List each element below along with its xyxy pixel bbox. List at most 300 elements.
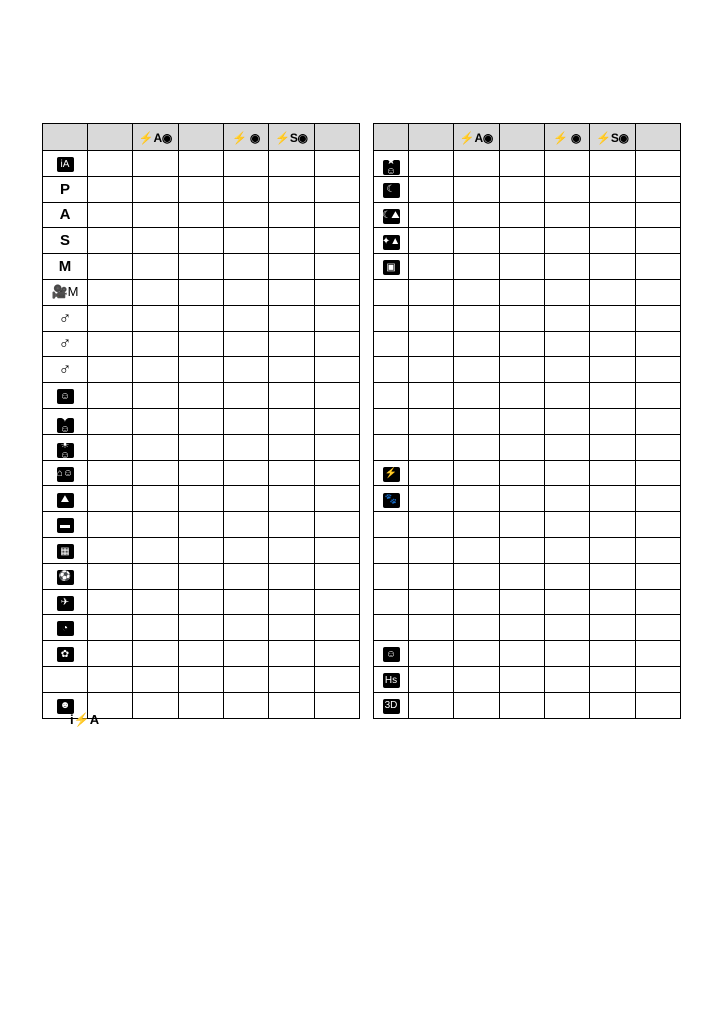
flash-cell (590, 589, 635, 615)
mode-icon-cell (374, 279, 409, 305)
flash-cell (178, 589, 223, 615)
flash-cell (314, 563, 359, 589)
flash-cell (269, 460, 314, 486)
flash-cell (409, 589, 454, 615)
mode-glyph: ▣ (386, 261, 396, 273)
night-scenery-icon (383, 209, 400, 224)
flash-table-left (42, 123, 360, 719)
flash-cell (409, 641, 454, 667)
mode-icon-cell (43, 563, 88, 589)
flash-cell (590, 434, 635, 460)
night-portrait-icon (383, 183, 400, 198)
flash-cell (133, 331, 178, 357)
flash-cell (88, 357, 133, 383)
flash-cell (178, 537, 223, 563)
table-row (43, 202, 360, 228)
flash-cell (454, 151, 499, 177)
flash-cell (499, 641, 544, 667)
flash-cell (454, 666, 499, 692)
flash-cell (178, 692, 223, 718)
flash-cell (178, 151, 223, 177)
mode-icon-cell (43, 615, 88, 641)
flash-cell (544, 331, 589, 357)
mode-icon-cell (43, 434, 88, 460)
flash-cell (88, 254, 133, 280)
mode-icon-cell (374, 666, 409, 692)
header-cell (374, 124, 409, 151)
flash-cell (269, 305, 314, 331)
flash-cell (269, 615, 314, 641)
flash-cell (499, 408, 544, 434)
flash-cell (409, 202, 454, 228)
flash-cell (223, 408, 268, 434)
flash-cell (88, 666, 133, 692)
mode-icon-cell (374, 383, 409, 409)
portrait-icon (57, 389, 74, 404)
flash-cell (269, 589, 314, 615)
header-cell (43, 124, 88, 151)
flash-cell (178, 460, 223, 486)
flash-cell (223, 641, 268, 667)
flash-cell (544, 151, 589, 177)
flash-cell (269, 434, 314, 460)
flash-cell (635, 408, 680, 434)
flash-cell (314, 357, 359, 383)
flash-cell (314, 615, 359, 641)
flash-mode-label: ⚡A◉ (459, 130, 494, 145)
flash-cell (314, 305, 359, 331)
table-row (43, 408, 360, 434)
flash-cell (223, 460, 268, 486)
mode-glyph: S (59, 232, 70, 250)
flash-cell (88, 512, 133, 538)
flash-cell (635, 589, 680, 615)
flash-table-right (373, 123, 681, 719)
flash-cell (499, 589, 544, 615)
photo-frame-icon (383, 260, 400, 275)
flash-cell (133, 151, 178, 177)
mode-glyph: ▦ (60, 545, 70, 557)
flash-cell (269, 176, 314, 202)
flash-cell (499, 666, 544, 692)
flash-cell (635, 486, 680, 512)
mode-icon-cell (43, 305, 88, 331)
flash-cell (409, 176, 454, 202)
flash-cell (314, 331, 359, 357)
flash-cell (88, 434, 133, 460)
flash-cell (499, 692, 544, 718)
flash-cell (269, 228, 314, 254)
architecture-icon (57, 544, 74, 559)
flash-cell (590, 383, 635, 409)
flash-cell (133, 615, 178, 641)
flash-cell (590, 537, 635, 563)
flash-cell (314, 254, 359, 280)
flash-cell (454, 331, 499, 357)
table-row (43, 331, 360, 357)
flash-cell (409, 563, 454, 589)
flash-cell (454, 279, 499, 305)
table-row (374, 279, 681, 305)
mode-icon-cell (43, 279, 88, 305)
table-row (374, 383, 681, 409)
flash-cell (133, 563, 178, 589)
table-row (43, 486, 360, 512)
flash-cell (499, 434, 544, 460)
flash-cell (544, 176, 589, 202)
flash-cell (499, 383, 544, 409)
flash-cell (88, 641, 133, 667)
mode-glyph: ✦☺ (59, 414, 71, 436)
flash-cell (454, 563, 499, 589)
mode-icon-cell (43, 641, 88, 667)
flash-cell (88, 176, 133, 202)
table-row (374, 615, 681, 641)
flash-cell (499, 331, 544, 357)
mode-icon-cell (374, 486, 409, 512)
mode-icon-cell (374, 692, 409, 718)
mode-icon-cell (374, 408, 409, 434)
flash-mode-label: ⚡S◉ (596, 130, 629, 145)
header-cell (269, 124, 314, 151)
flash-cell (269, 151, 314, 177)
flash-cell (544, 383, 589, 409)
flash-cell (544, 357, 589, 383)
mode-icon-cell (374, 537, 409, 563)
flash-cell (269, 383, 314, 409)
flash-cell (635, 563, 680, 589)
mode-icon-cell (374, 589, 409, 615)
flash-cell (269, 692, 314, 718)
mode-glyph: ✈ (60, 597, 70, 609)
mode-icon-cell (43, 486, 88, 512)
flash-cell (590, 151, 635, 177)
flash-cell (269, 331, 314, 357)
mode-glyph: P (59, 180, 70, 198)
left-header-row (43, 124, 360, 151)
flash-cell (454, 641, 499, 667)
flash-cell (88, 331, 133, 357)
table-row (374, 408, 681, 434)
table-row (374, 512, 681, 538)
flash-cell (590, 357, 635, 383)
flash-cell (544, 666, 589, 692)
mode-glyph: Hs (384, 674, 398, 686)
flash-cell (88, 615, 133, 641)
3d-portrait-icon (383, 647, 400, 662)
mode-glyph: ⚡ (384, 468, 398, 480)
flash-cell (590, 331, 635, 357)
peripheral-defocus-icon (57, 596, 74, 611)
table-row (43, 563, 360, 589)
flash-cell (223, 589, 268, 615)
flash-cell (223, 666, 268, 692)
flash-cell (409, 460, 454, 486)
flash-cell (544, 228, 589, 254)
header-cell (88, 124, 133, 151)
flash-cell (269, 254, 314, 280)
flash-burst-icon (383, 467, 400, 482)
flash-cell (314, 228, 359, 254)
flash-cell (223, 615, 268, 641)
flash-cell (409, 228, 454, 254)
flash-cell (178, 228, 223, 254)
table-row (43, 641, 360, 667)
flash-cell (635, 331, 680, 357)
table-row (43, 434, 360, 460)
footnote: i⚡A (70, 712, 100, 727)
flash-cell (88, 486, 133, 512)
flash-cell (590, 176, 635, 202)
table-row (374, 176, 681, 202)
flash-cell (409, 357, 454, 383)
table-row (43, 254, 360, 280)
flash-cell (635, 615, 680, 641)
flash-cell (223, 279, 268, 305)
flash-cell (635, 151, 680, 177)
mode-icon-cell (374, 305, 409, 331)
flash-cell (223, 228, 268, 254)
table-row (374, 202, 681, 228)
flash-cell (133, 254, 178, 280)
movie-m-icon (51, 284, 78, 300)
flash-cell (178, 357, 223, 383)
flash-cell (499, 512, 544, 538)
flash-cell (314, 434, 359, 460)
flash-cell (499, 151, 544, 177)
header-cell (133, 124, 178, 151)
flash-cell (133, 202, 178, 228)
flash-cell (88, 202, 133, 228)
flash-cell (635, 176, 680, 202)
mode-glyph: M (58, 258, 72, 276)
pet-icon (383, 493, 400, 508)
flash-cell (635, 537, 680, 563)
flash-cell (635, 512, 680, 538)
flash-cell (88, 279, 133, 305)
flash-cell (499, 254, 544, 280)
flash-cell (314, 151, 359, 177)
flash-cell (409, 331, 454, 357)
flash-cell (314, 692, 359, 718)
flash-cell (454, 202, 499, 228)
flash-cell (635, 460, 680, 486)
table-row (374, 228, 681, 254)
flash-cell (269, 357, 314, 383)
mode-icon-cell (374, 460, 409, 486)
flash-cell (88, 460, 133, 486)
flash-cell (635, 357, 680, 383)
flash-cell (409, 692, 454, 718)
flash-cell (88, 589, 133, 615)
flash-cell (269, 563, 314, 589)
header-cell (635, 124, 680, 151)
sports-icon (57, 570, 74, 585)
flash-cell (223, 563, 268, 589)
flash-cell (409, 512, 454, 538)
table-row (43, 176, 360, 202)
flash-cell (269, 279, 314, 305)
mode-icon-cell (374, 228, 409, 254)
mode-icon-cell (374, 331, 409, 357)
mode-icon-cell (43, 331, 88, 357)
mode-icon-cell (374, 641, 409, 667)
flash-cell (454, 383, 499, 409)
mode-glyph: ♂ (58, 360, 72, 380)
flash-cell (223, 692, 268, 718)
flash-cell (499, 563, 544, 589)
mode-glyph: ☺ (385, 648, 397, 660)
flash-cell (544, 615, 589, 641)
flash-cell (269, 537, 314, 563)
flash-cell (544, 434, 589, 460)
flash-cell (454, 692, 499, 718)
flash-cell (178, 176, 223, 202)
panorama-icon (57, 518, 74, 533)
mode-glyph: ♂ (58, 308, 72, 328)
flash-cell (178, 486, 223, 512)
table-row (374, 692, 681, 718)
mode-icon-cell (43, 228, 88, 254)
flash-cell (314, 383, 359, 409)
flash-cell (314, 666, 359, 692)
flash-cell (178, 666, 223, 692)
m-icon (59, 258, 72, 275)
flash-cell (223, 434, 268, 460)
flash-cell (314, 408, 359, 434)
table-row (374, 486, 681, 512)
flash-cell (133, 666, 178, 692)
flash-cell (635, 305, 680, 331)
flash-cell (635, 279, 680, 305)
mode-icon-cell (43, 151, 88, 177)
flash-cell (590, 692, 635, 718)
scenery-icon (57, 493, 74, 508)
mode-icon-cell (374, 176, 409, 202)
flash-mode-label: ⚡A◉ (138, 130, 173, 145)
table-row (43, 228, 360, 254)
flash-cell (409, 666, 454, 692)
table-row (43, 279, 360, 305)
table-row (374, 254, 681, 280)
mode-glyph: ☾ (386, 184, 396, 196)
mode-icon-cell (43, 254, 88, 280)
table-row (43, 460, 360, 486)
flash-cell (499, 228, 544, 254)
flash-cell (454, 486, 499, 512)
flash-cell (544, 692, 589, 718)
mode-icon-cell (43, 460, 88, 486)
flash-cell (544, 512, 589, 538)
mode-glyph: ⚽ (58, 571, 72, 583)
mode-glyph: ⌂☺ (56, 468, 74, 480)
mode-glyph: ☻ (59, 700, 71, 712)
mode-icon-cell (43, 512, 88, 538)
table-row (374, 641, 681, 667)
flash-cell (133, 176, 178, 202)
flash-cell (178, 279, 223, 305)
mode-icon-cell (43, 176, 88, 202)
flash-cell (178, 434, 223, 460)
flash-cell (269, 666, 314, 692)
header-cell (499, 124, 544, 151)
table-row (374, 434, 681, 460)
flash-cell (133, 228, 178, 254)
flash-cell (409, 434, 454, 460)
table-row (374, 666, 681, 692)
flash-mode-label: ⚡S◉ (275, 130, 308, 145)
iA-icon (57, 157, 74, 172)
custom-swirl-icon (59, 310, 72, 327)
flash-cell (454, 254, 499, 280)
flash-cell (133, 641, 178, 667)
flash-cell (223, 512, 268, 538)
flash-cell (223, 486, 268, 512)
mode-glyph: ☀☺ (59, 439, 71, 461)
s-icon (60, 232, 70, 249)
mode-glyph: 🎥M (51, 284, 79, 300)
flash-cell (635, 228, 680, 254)
flash-cell (590, 305, 635, 331)
flash-cell (409, 305, 454, 331)
flash-cell (314, 279, 359, 305)
custom-swirl-icon (59, 335, 72, 352)
table-row (43, 151, 360, 177)
flower-icon (57, 647, 74, 662)
flash-cell (178, 408, 223, 434)
flash-cell (454, 512, 499, 538)
flash-cell (133, 692, 178, 718)
table-row (374, 357, 681, 383)
flash-cell (590, 641, 635, 667)
flash-cell (499, 279, 544, 305)
flash-cell (590, 666, 635, 692)
mode-icon-cell (43, 383, 88, 409)
flash-cell (590, 563, 635, 589)
flash-cell (499, 176, 544, 202)
flash-cell (454, 357, 499, 383)
flash-cell (499, 537, 544, 563)
table-row (374, 305, 681, 331)
flash-cell (544, 563, 589, 589)
flash-cell (544, 486, 589, 512)
flash-cell (499, 615, 544, 641)
header-cell (409, 124, 454, 151)
mode-glyph: ◔ (61, 622, 69, 634)
table-row (43, 666, 360, 692)
flash-cell (314, 641, 359, 667)
outdoor-portrait-icon (57, 439, 74, 461)
flash-cell (590, 279, 635, 305)
mode-glyph: ▬ (60, 519, 70, 531)
flash-cell (454, 228, 499, 254)
flash-cell (133, 434, 178, 460)
flash-cell (269, 202, 314, 228)
flash-cell (544, 305, 589, 331)
flash-cell (269, 641, 314, 667)
flash-cell (635, 692, 680, 718)
flash-cell (409, 279, 454, 305)
p-icon (60, 181, 70, 198)
flash-cell (133, 589, 178, 615)
flash-cell (314, 176, 359, 202)
flash-cell (409, 254, 454, 280)
night-portrait-star-icon (383, 156, 400, 178)
flash-cell (88, 305, 133, 331)
flash-cell (454, 434, 499, 460)
flash-cell (88, 563, 133, 589)
flash-cell (133, 460, 178, 486)
